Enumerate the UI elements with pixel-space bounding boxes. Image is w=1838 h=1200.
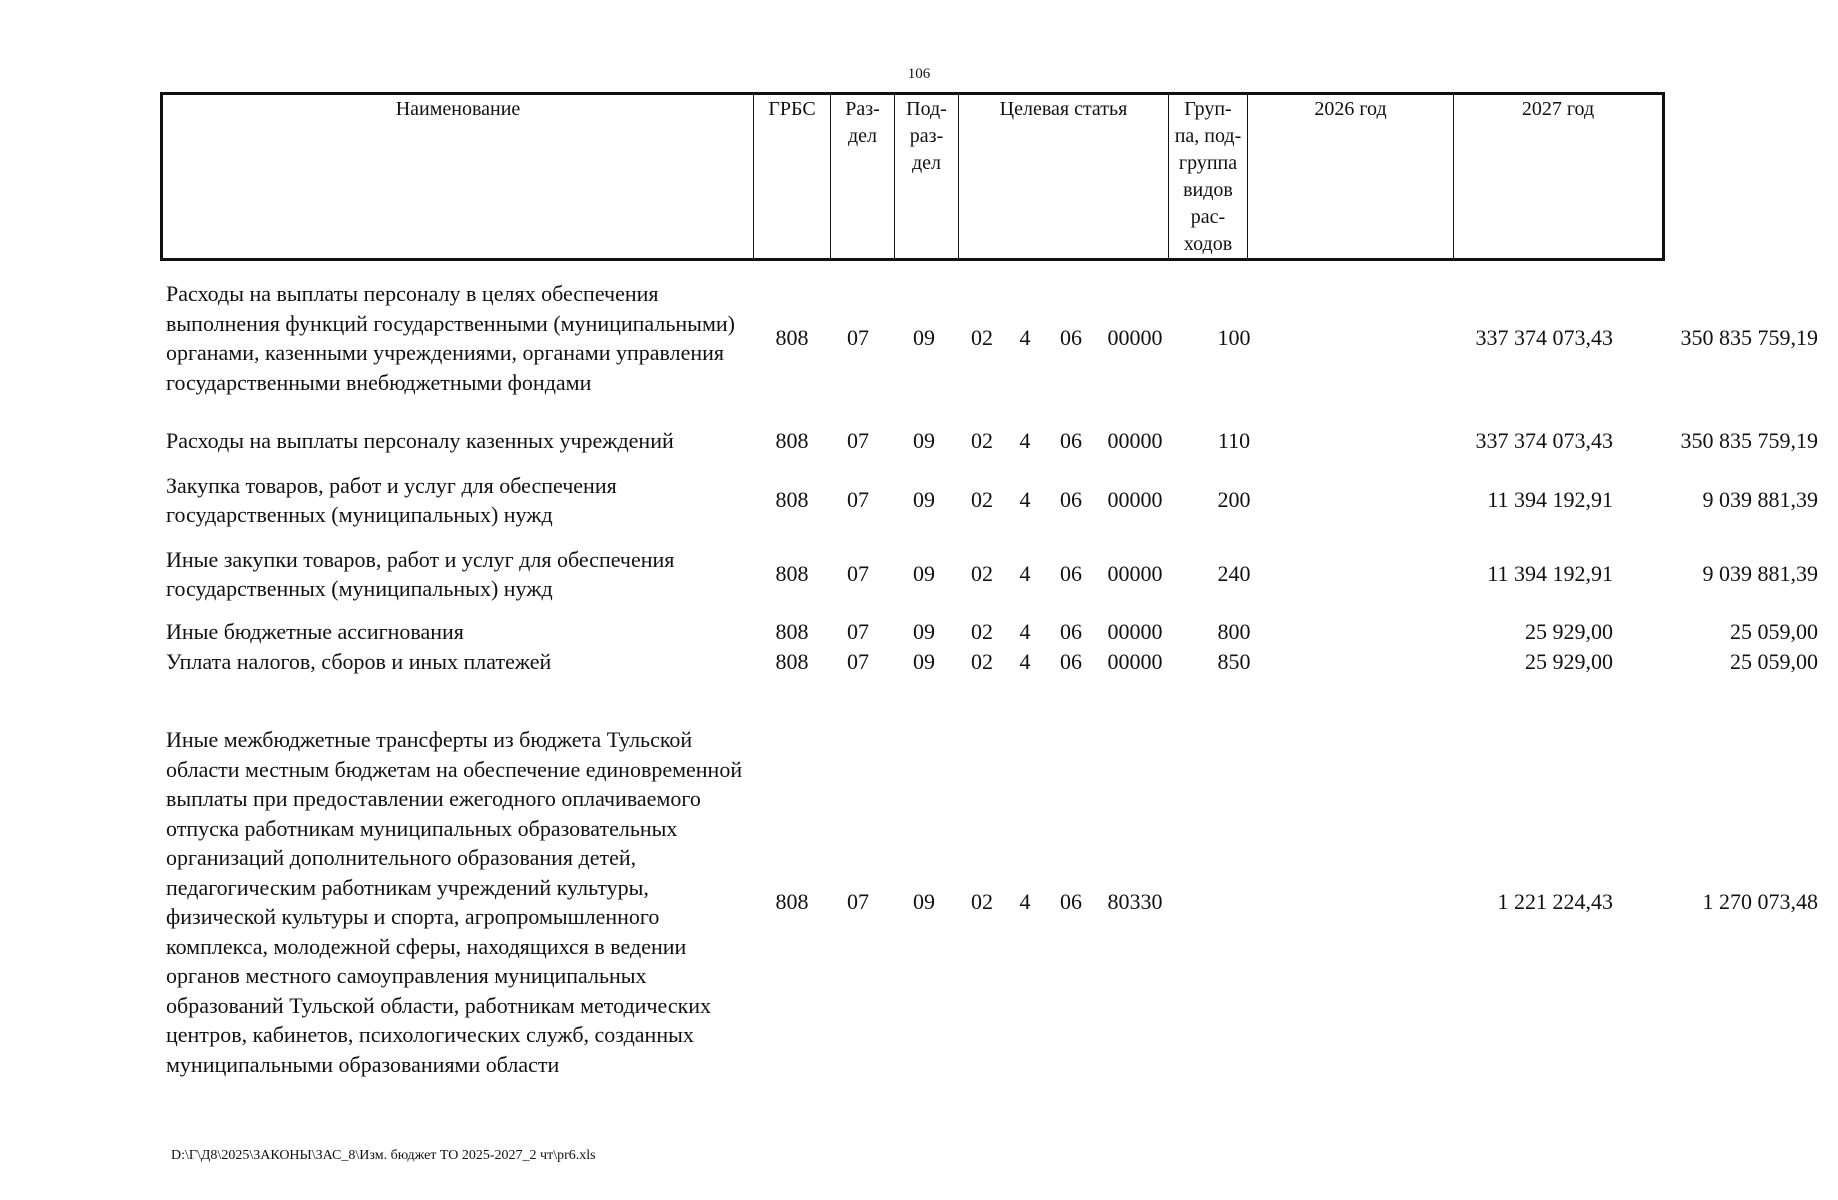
header-year-2026: 2026 год (1248, 94, 1454, 260)
row-target-program: 02 (971, 428, 993, 453)
row-target-program: 02 (971, 487, 993, 512)
table-row (160, 469, 1818, 531)
header-target-article: Целевая статья (959, 94, 1169, 260)
row-grbs: 808 (775, 649, 809, 674)
row-target-structure: 06 (1060, 428, 1082, 453)
row-name: Иные межбюджетные трансферты из бюджета Тульской области местным бюджетам на обеспечение единовременной выплаты при предоставлении ежегодного оплачиваемого отпуска работникам муниципальных образовательных организаций дополнительного образования детей, педагогическим работникам учреждений культуры, физической культуры и спорта, агропромышленного комплекса, молодежной сферы, находящихся в ведении органов местного самоуправления муниципальных образований Тульской области, работникам методических центров, кабинетов, психологических служб, созданных муниципальными образованиями области (166, 727, 743, 1077)
row-target-direction: 00000 (1107, 649, 1163, 674)
row-name: Уплата налогов, сборов и иных платежей (166, 649, 552, 675)
row-expense-group: 100 (1217, 325, 1251, 350)
row-name: Иные закупки товаров, работ и услуг для обеспечения государственных (муниципальных) нужд (166, 546, 675, 601)
header-grbs: ГРБС (754, 94, 831, 260)
row-target-type: 4 (1019, 325, 1031, 350)
table-row (160, 709, 1818, 1095)
row-podrazdel: 09 (913, 649, 935, 674)
row-target-structure: 06 (1060, 325, 1082, 350)
row-amount-2026: 1 221 224,43 (1497, 889, 1613, 914)
row-amount-2027: 25 059,00 (1730, 649, 1818, 674)
row-podrazdel: 09 (913, 619, 935, 644)
row-target-structure: 06 (1060, 649, 1082, 674)
row-grbs: 808 (775, 619, 809, 644)
row-target-direction: 00000 (1107, 619, 1163, 644)
header-name: Наименование (162, 94, 754, 260)
row-grbs: 808 (775, 428, 809, 453)
row-target-program: 02 (971, 649, 993, 674)
row-amount-2026: 25 929,00 (1525, 649, 1613, 674)
table-header (160, 92, 1665, 261)
row-razdel: 07 (847, 619, 869, 644)
row-name: Расходы на выплаты персоналу казенных учреждений (166, 428, 674, 454)
row-target-program: 02 (971, 889, 993, 914)
row-grbs: 808 (775, 889, 809, 914)
row-target-type: 4 (1019, 428, 1031, 453)
row-amount-2027: 25 059,00 (1730, 619, 1818, 644)
row-podrazdel: 09 (913, 325, 935, 350)
row-amount-2026: 11 394 192,91 (1487, 487, 1613, 512)
row-target-direction: 00000 (1107, 561, 1163, 586)
row-expense-group: 850 (1217, 649, 1251, 674)
row-razdel: 07 (847, 428, 869, 453)
row-podrazdel: 09 (913, 889, 935, 914)
row-target-program: 02 (971, 619, 993, 644)
row-target-structure: 06 (1060, 889, 1082, 914)
row-name: Расходы на выплаты персоналу в целях обеспечения выполнения функций государственными (муниципальными) органами, казенными учреждениями, органами управления государственными внебюджетными фондами (166, 281, 735, 395)
table-row (160, 425, 1818, 457)
row-expense-group: 800 (1217, 619, 1251, 644)
row-razdel: 07 (847, 325, 869, 350)
row-target-structure: 06 (1060, 561, 1082, 586)
footer-file-path: D:\Г\Д8\2025\ЗАКОНЫ\ЗАС_8\Изм. бюджет ТО 2025-2027_2 чт\pr6.xls (171, 1148, 596, 1163)
header-year-2027: 2027 год (1454, 94, 1664, 260)
row-target-direction: 00000 (1107, 428, 1163, 453)
row-amount-2027: 9 039 881,39 (1702, 487, 1818, 512)
row-target-structure: 06 (1060, 619, 1082, 644)
row-target-type: 4 (1019, 619, 1031, 644)
row-razdel: 07 (847, 487, 869, 512)
row-grbs: 808 (775, 487, 809, 512)
row-target-program: 02 (971, 561, 993, 586)
row-name: Иные бюджетные ассигнования (166, 619, 464, 645)
row-razdel: 07 (847, 889, 869, 914)
row-amount-2027: 9 039 881,39 (1702, 561, 1818, 586)
row-amount-2027: 350 835 759,19 (1680, 325, 1818, 350)
row-podrazdel: 09 (913, 561, 935, 586)
row-target-type: 4 (1019, 487, 1031, 512)
row-amount-2027: 1 270 073,48 (1702, 889, 1818, 914)
row-amount-2027: 350 835 759,19 (1680, 428, 1818, 453)
row-amount-2026: 11 394 192,91 (1487, 561, 1613, 586)
table-row (160, 543, 1818, 605)
row-expense-group: 200 (1217, 487, 1251, 512)
row-target-type: 4 (1019, 561, 1031, 586)
row-target-program: 02 (971, 325, 993, 350)
row-razdel: 07 (847, 649, 869, 674)
row-razdel: 07 (847, 561, 869, 586)
row-amount-2026: 337 374 073,43 (1475, 325, 1613, 350)
row-amount-2026: 25 929,00 (1525, 619, 1613, 644)
row-grbs: 808 (775, 325, 809, 350)
row-target-type: 4 (1019, 889, 1031, 914)
page-number: 106 (907, 66, 931, 82)
row-name: Закупка товаров, работ и услуг для обеспечения государственных (муниципальных) нужд (166, 472, 617, 527)
header-podrazdel: Под- раз- дел (895, 94, 959, 260)
table-row (160, 647, 1818, 677)
table-row (160, 263, 1818, 413)
row-amount-2026: 337 374 073,43 (1475, 428, 1613, 453)
row-grbs: 808 (775, 561, 809, 586)
row-target-direction: 80330 (1107, 889, 1163, 914)
row-target-direction: 00000 (1107, 325, 1163, 350)
table-row (160, 617, 1818, 647)
row-expense-group: 110 (1217, 428, 1251, 453)
header-expense-group: Груп- па, под- группа видов рас- ходов (1169, 94, 1248, 260)
row-target-structure: 06 (1060, 487, 1082, 512)
row-podrazdel: 09 (913, 487, 935, 512)
row-expense-group: 240 (1217, 561, 1251, 586)
row-expense-group (1194, 709, 1274, 1095)
header-razdel: Раз- дел (831, 94, 895, 260)
row-target-direction: 00000 (1107, 487, 1163, 512)
row-target-type: 4 (1019, 649, 1031, 674)
row-podrazdel: 09 (913, 428, 935, 453)
